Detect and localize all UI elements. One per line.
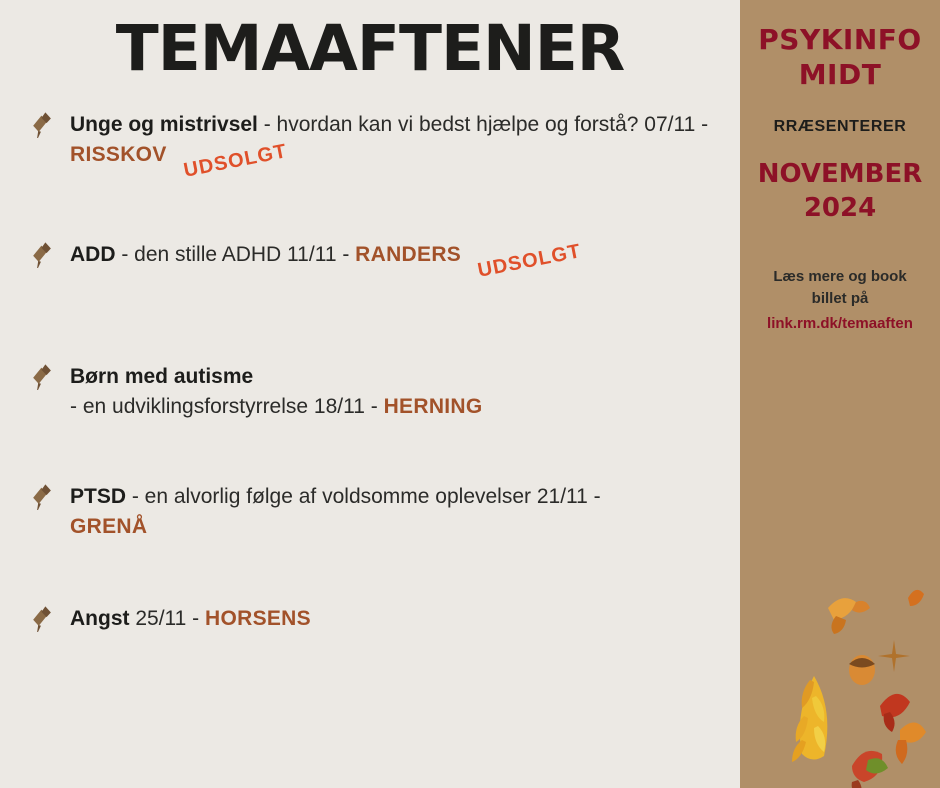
list-item[interactable] — [26, 240, 720, 304]
event-text — [70, 482, 720, 542]
event-city: HERNING — [383, 395, 483, 419]
event-text — [70, 362, 720, 422]
brand-name — [740, 0, 940, 92]
booking-info — [740, 266, 940, 311]
list-item[interactable] — [26, 110, 720, 182]
booking-info-line-1: Læs mere og book — [773, 267, 907, 285]
event-text — [70, 110, 720, 182]
event-title: Angst — [70, 607, 130, 631]
list-item[interactable] — [26, 362, 720, 426]
event-city: RANDERS — [355, 243, 462, 267]
event-description: - den stille ADHD 11/11 - — [115, 243, 356, 267]
pushpin-icon — [28, 112, 58, 138]
event-title: Børn med autisme — [70, 365, 254, 389]
list-item[interactable] — [26, 482, 720, 546]
event-text — [70, 240, 720, 282]
event-city: HORSENS — [205, 607, 311, 631]
brand-line-2: MIDT — [798, 58, 882, 91]
event-title: PTSD — [70, 485, 127, 509]
leaf-icon — [896, 722, 926, 764]
poster-sidebar — [740, 0, 940, 788]
event-title: ADD — [70, 243, 116, 267]
event-description: - en udviklingsforstyrrelse 18/11 - — [70, 395, 384, 419]
booking-info-line-2: billet på — [811, 290, 869, 308]
event-description: - hvordan kan vi bedst hjælpe og forstå? 07/11 - — [257, 113, 709, 137]
event-list — [0, 110, 740, 668]
leaf-icon — [908, 590, 924, 606]
event-text — [70, 604, 720, 634]
pushpin-icon — [28, 484, 58, 510]
status-badge: UDSOLGT — [181, 140, 289, 182]
month-label: NOVEMBER — [757, 159, 923, 189]
acorn-icon — [849, 655, 875, 685]
event-description: - en alvorlig følge af voldsomme oplevelser 21/11 - — [126, 485, 601, 509]
event-title: Unge og mistrivsel — [70, 113, 258, 137]
pushpin-icon — [28, 364, 58, 390]
booking-link[interactable]: link.rm.dk/temaaften — [767, 314, 913, 332]
event-description: 25/11 - — [129, 607, 205, 631]
pushpin-icon — [28, 606, 58, 632]
pushpin-icon — [28, 242, 58, 268]
autumn-leaves-decoration — [740, 458, 940, 788]
list-item[interactable] — [26, 604, 720, 668]
leaf-icon — [852, 751, 888, 788]
leaf-icon — [828, 598, 870, 634]
status-badge: UDSOLGT — [475, 240, 584, 282]
year-label: 2024 — [803, 192, 877, 223]
event-city: RISSKOV — [70, 143, 167, 167]
leaf-icon — [880, 694, 910, 732]
sparkle-icon — [878, 640, 910, 672]
presents-label: RRÆSENTERER — [773, 118, 907, 135]
fern-leaf-icon — [792, 676, 827, 762]
brand-line-1: PSYKINFO — [758, 23, 922, 56]
date-block — [740, 158, 940, 226]
page-title: TEMAAFTENER — [115, 12, 625, 85]
event-city: GRENÅ — [70, 515, 148, 539]
